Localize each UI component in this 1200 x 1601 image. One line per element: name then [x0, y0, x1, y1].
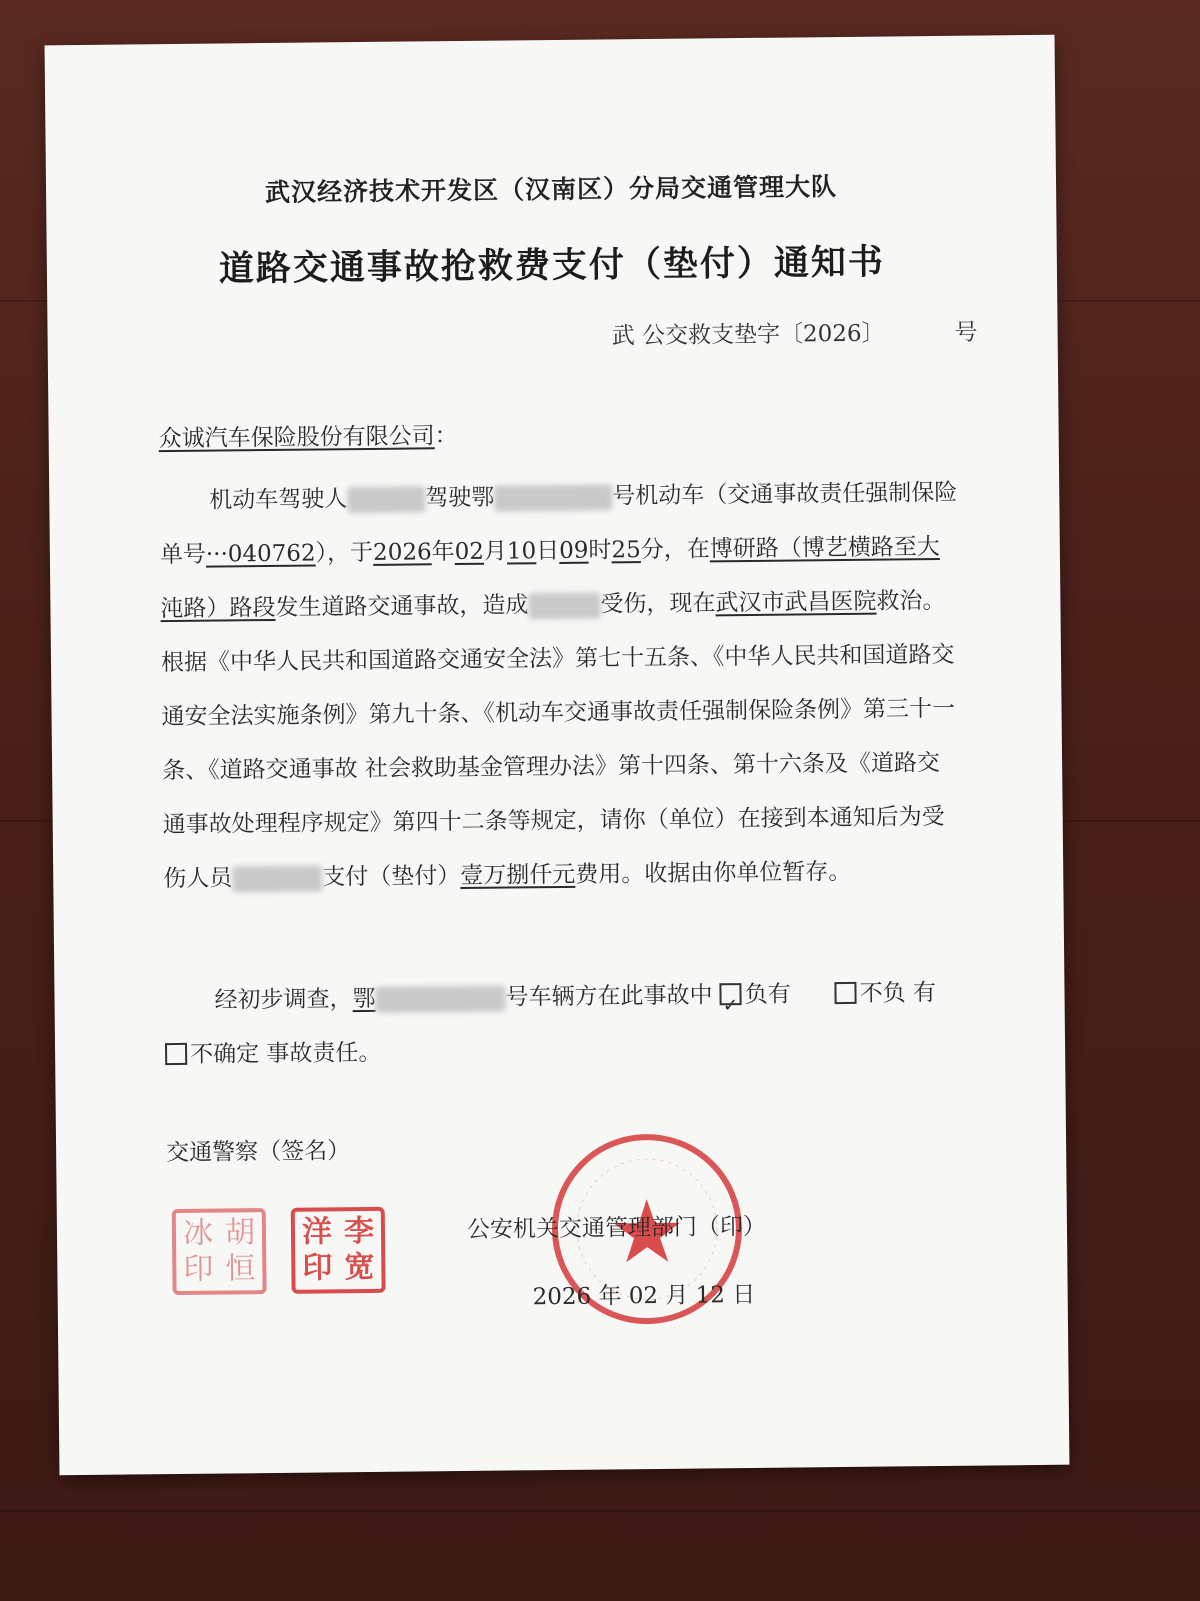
officer-seal-1 — [172, 1208, 267, 1295]
liability-option-no: 不负 有 — [859, 980, 937, 1007]
p1-text: 机动车驾驶人 — [209, 486, 348, 514]
p1-text: 发生道路交通事故，造成 — [275, 592, 529, 621]
p1-text: 费用。收据由你单位暂存。 — [575, 858, 852, 888]
hospital-name: 武汉市武昌医院 — [715, 588, 877, 617]
checkbox-checked-icon — [720, 983, 742, 1005]
notice-paragraph-2 — [164, 966, 965, 1082]
redacted-driver-name — [347, 486, 425, 513]
accident-location: 博研路（博艺横路至大沌路）路段 — [160, 533, 940, 623]
seal-char: 宽 — [344, 1249, 375, 1286]
p1-text: 月 — [483, 538, 508, 565]
p1-text: 支付（垫付） — [322, 863, 461, 891]
accident-year: 2026 — [372, 539, 432, 566]
document-number — [612, 314, 978, 351]
department-label: 公安机关交通管理部门（印） — [466, 1213, 767, 1243]
p1-text: 受伤，现在 — [600, 590, 716, 618]
seal-char: 印 — [183, 1251, 214, 1287]
redacted-plate — [494, 484, 612, 511]
liability-option-uncertain: 不确定 — [189, 1041, 260, 1068]
accident-day: 10 — [506, 538, 537, 565]
addressee-colon: ： — [434, 423, 458, 450]
doc-no-suffix: 号 — [954, 319, 978, 346]
seal-char: 冰 — [182, 1215, 214, 1251]
officer-seal-2 — [291, 1207, 386, 1294]
p1-text: 救治。根据《中华人民共和国道路交通安全法》第七十五条、《中华人民共和国道路交通安全法实施条例》第九十条、《机动车交通事故责任强制保险条例》第三十一条、《道路交通事故 社会救助基金管理办法》第十四条、第十六条及《道路交通事故处理程序规定》第四十二条等规定，请你（单位）在接到本通知后为受伤人员 — [160, 587, 956, 893]
seal-char: 恒 — [225, 1251, 256, 1287]
notice-paper — [45, 35, 1070, 1475]
p1-text: 日 — [536, 537, 560, 565]
notice-title: 道路交通事故抢救费支付（垫付）通知书 — [218, 242, 886, 290]
p1-text: 驾驶鄂 — [425, 484, 495, 512]
redacted-plate — [375, 986, 505, 1013]
seal-char: 印 — [302, 1250, 333, 1286]
policy-number: ···040762 — [205, 540, 316, 568]
seal-char: 胡 — [224, 1215, 256, 1251]
notice-paragraph-1 — [159, 466, 963, 906]
accident-minute: 25 — [611, 537, 641, 564]
checkbox-empty-icon — [835, 982, 857, 1004]
accident-month: 02 — [454, 538, 485, 566]
issue-date: 2026 年 02 月 12 日 — [532, 1281, 756, 1311]
p2-text: 事故责任。 — [258, 1039, 382, 1068]
seal-char: 洋 — [301, 1214, 333, 1250]
liability-option-yes: 负有 — [744, 981, 791, 1009]
p1-text: 号机动车（交通事故责任强制保险单号 — [159, 479, 958, 569]
accident-hour: 09 — [559, 537, 589, 564]
p2-text: 号车辆方在此事故中 — [505, 982, 713, 1011]
issuing-org: 武汉经济技术开发区（汉南区）分局交通管理大队 — [264, 172, 838, 208]
addressee-line — [158, 404, 959, 466]
redacted-injured-person — [232, 865, 322, 892]
vehicle-plate: 鄂 — [352, 985, 376, 1013]
addressee: 众诚汽车保险股份有限公司 — [158, 423, 435, 453]
seal-char: 李 — [343, 1213, 375, 1250]
p1-text: 分，在 — [640, 536, 710, 564]
officer-signature-label: 交通警察（签名） — [166, 1138, 351, 1167]
p1-text: 时 — [588, 537, 612, 564]
redacted-injured-name — [528, 593, 600, 620]
payment-amount: 壹万捌仟元 — [460, 861, 576, 890]
p2-text: 经初步调查， — [214, 986, 353, 1014]
doc-no-prefix: 武 公交救支垫字〔2026〕 — [611, 320, 885, 350]
p1-text: ），于 — [315, 539, 374, 567]
checkbox-empty-icon — [165, 1043, 187, 1065]
p1-text: 年 — [431, 539, 455, 566]
